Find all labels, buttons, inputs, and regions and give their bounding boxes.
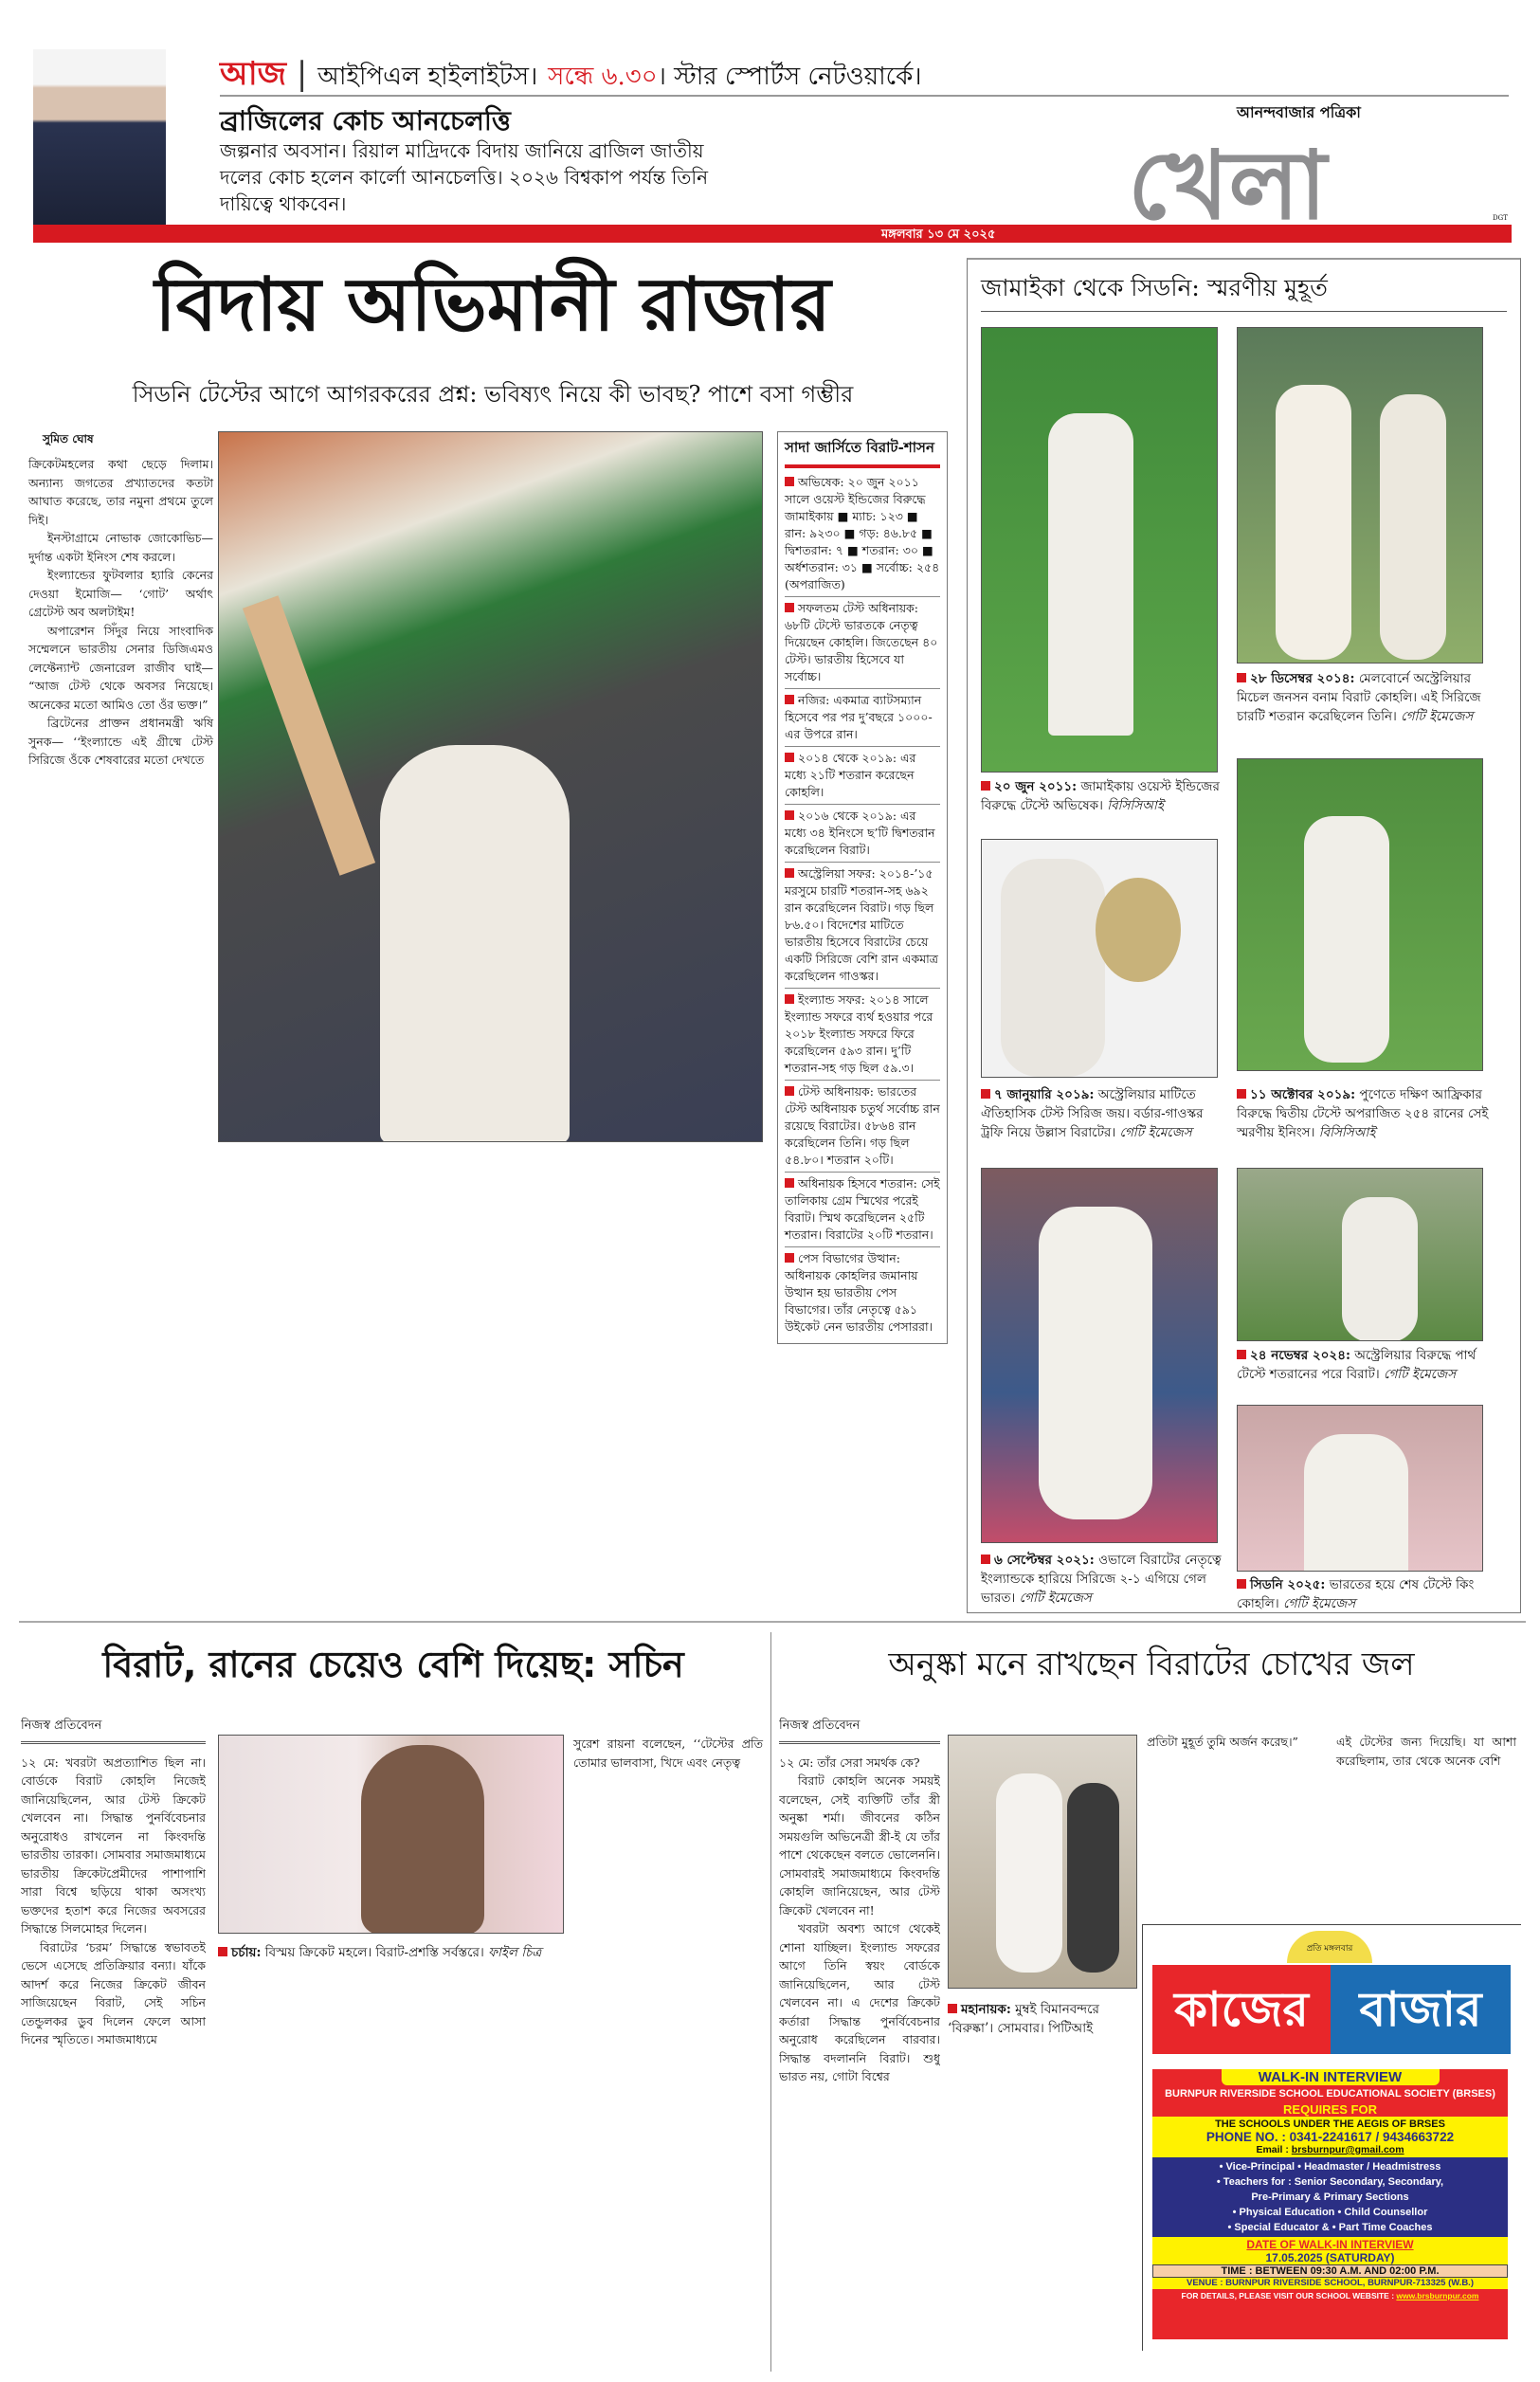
lead-subheadline: সিডনি টেস্টের আগে আগরকরের প্রশ্ন: ভবিষ্যৎ নিয়ে কী ভাবছ? পাশে বসা গম্ভীর (132, 381, 854, 408)
stats-item: ইংল্যান্ড সফর: ২০১৪ সালে ইংল্যান্ড সফরে ব্যর্থ হওয়ার পরে ২০১৮ ইংল্যান্ড সফরে ফিরে করেছিলেন ৫৯৩ রান। দু’টি শতরান-সহ গড় ছিল ৫৯.৩। (785, 989, 940, 1081)
teaser-body: জল্পনার অবসান। রিয়াল মাদ্রিদকে বিদায় জানিয়ে ব্রাজিল জাতীয় দলের কোচ হলেন কার্লো আনচেলত্তি। ২০২৬ বিশ্বকাপ পর্যন্ত তিনি দায়িত্বে থাকবেন। (220, 139, 709, 215)
lead-para: ব্রিটেনের প্রাক্তন প্রধানমন্ত্রী ঋষি সুনক— ‘‘ইংল্যান্ডে এই গ্রীষ্মে টেস্ট সিরিজে ওঁকে শেষবারের মতো দেখতে (28, 716, 213, 767)
stats-item: সফলতম টেস্ট অধিনায়ক: ৬৮টি টেস্টে ভারতকে নেতৃত্ব দিয়েছেন কোহলি। জিতেছেন ৪০ টেস্ট। ভারতীয় হিসেবে যা সর্বোচ্চ। (785, 597, 940, 689)
ad-post: • Physical Education • Child Counsellor (1232, 2207, 1428, 2218)
ad-post: • Vice-Principal • Headmaster / Headmistress (1219, 2161, 1441, 2173)
bat-raised (243, 595, 375, 876)
lead-para: ইনস্টাগ্রামে নোভাক জোকোভিচ— দুর্দান্ত একটা ইনিংস শেষ করলে। (28, 531, 213, 564)
lead-byline: সুমিত ঘোষ (43, 432, 94, 445)
section-logo: খেলা (1128, 130, 1327, 241)
ad-schools: THE SCHOOLS UNDER THE AEGIS OF BRSES (1215, 2118, 1445, 2130)
ad-website[interactable]: www.brsburnpur.com (1396, 2291, 1479, 2300)
ad-requires: REQUIRES FOR (1283, 2102, 1377, 2117)
lead-body-col (28, 455, 213, 770)
story3-para: ১২ মে: তাঁর সেরা সমর্থক কে? (779, 1755, 920, 1770)
edition-code: DGT (1493, 214, 1508, 222)
story3-col3: প্রতিটা মুহূর্ত তুমি অর্জন করেছ।” (1147, 1735, 1298, 1749)
ad-post: • Special Educator & • Part Time Coaches (1227, 2222, 1433, 2233)
ad-date-label: DATE OF WALK-IN INTERVIEW (1246, 2238, 1414, 2251)
story3-col4: এই টেস্টের জন্য দিয়েছি। যা আশা করেছিলাম, তার থেকে অনেক বেশি (1336, 1735, 1516, 1768)
stats-item: ২০১৬ থেকে ২০১৯: এর মধ্যে ৩৪ ইনিংসে ছ’টি দ্বিশতরান করেছিলেন বিরাট। (785, 805, 940, 863)
ad-email[interactable]: brsburnpur@gmail.com (1291, 2144, 1404, 2155)
stats-item: অভিষেক: ২০ জুন ২০১১ সালে ওয়েস্ট ইন্ডিজের বিরুদ্ধে জামাইকায় ■ ম্যাচ: ১২৩ ■ রান: ৯২৩০ ■ গড়: ৪৬.৮৫ ■ দ্বিশতরান: ৭ ■ শতরান: ৩০ ■ অর্ধশতরান: ৩১ ■ সর্বোচ্চ: ২৫৪ (অপরাজিত) (785, 471, 940, 597)
story3-col1 (779, 1716, 940, 2370)
ad-post: • Teachers for : Senior Secondary, Secondary, (1216, 2176, 1444, 2188)
ad-logo-badge[interactable]: প্রতি মঙ্গলবার (1287, 1931, 1372, 1963)
story2-caption: চর্চায়: বিস্ময় ক্রিকেট মহলে। বিরাট-প্রশস্তি সর্বস্তরে। ফাইল চিত্র (218, 1943, 569, 1962)
ad-date: 17.05.2025 (SATURDAY) (1265, 2251, 1395, 2264)
moments-title: জামাইকা থেকে সিডনি: স্মরণীয় মুহূর্ত (981, 269, 1507, 312)
ad-logo-right: বাজার (1331, 1965, 1511, 2054)
story2-col1 (21, 1716, 206, 2370)
stats-box (777, 431, 948, 1344)
moment-photo-2021 (981, 1168, 1218, 1543)
moment-caption: ২৪ নভেম্বর ২০২৪: অস্ট্রেলিয়ার বিরুদ্ধে পার্থ টেস্টে শতরানের পরে বিরাট। গেটি ইমেজেস (1237, 1348, 1477, 1382)
ad-org: BURNPUR RIVERSIDE SCHOOL EDUCATIONAL SOCIETY (BRSES) (1165, 2088, 1495, 2100)
moment-photo-2019-pune (1237, 758, 1483, 1071)
promo-time: সন্ধে ৬.৩০ (548, 63, 658, 91)
story2-photo-kohli (218, 1735, 564, 1934)
lead-photo-kohli (218, 431, 763, 1142)
lead-headline: বিদায় অভিমানী রাজার (154, 263, 831, 348)
story3-photo-airport (948, 1735, 1137, 1989)
player-figure (380, 745, 570, 1142)
promo-channel: । স্টার স্পোর্টস নেটওয়ার্কে। (657, 63, 922, 91)
story3-byline: নিজস্ব প্রতিবেদন (779, 1717, 940, 1744)
promo-today: আজ (220, 55, 287, 93)
story2-para: বিরাটের ‘চরম’ সিদ্ধান্তে স্বভাবতই ভেসে এসেছে প্রতিক্রিয়ার বন্যা। যাঁকে আদর্শ করে নিজের ক্রিকেট জীবন সাজিয়েছেন বিরাট, সেই সচিন তেন্ডুলকর ডুব দিলেন ফেলে আসা দিনের স্মৃতিতে। সমাজমাধ্যমে (21, 1939, 206, 2046)
moment-caption: ৬ সেপ্টেম্বর ২০২১: ওভালে বিরাটের নেতৃত্বে ইংল্যান্ডকে হারিয়ে সিরিজে ২-১ এগিয়ে গেল ভারত। গেটি ইমেজেস (981, 1553, 1222, 1606)
moment-caption: ২০ জুন ২০১১: জামাইকায় ওয়েস্ট ইন্ডিজের বিরুদ্ধে টেস্টে অভিষেক। বিসিসিআই (981, 779, 1220, 813)
story2-headline: বিরাট, রানের চেয়েও বেশি দিয়েছ: সচিন (102, 1644, 684, 1685)
moment-photo-2011 (981, 327, 1218, 773)
moment-photo-2014 (1237, 327, 1483, 664)
ad-details: FOR DETAILS, PLEASE VISIT OUR SCHOOL WEBSITE : (1181, 2291, 1397, 2300)
job-ad (1142, 1924, 1521, 2351)
promo-line: আজ | আইপিএল হাইলাইটস। সন্ধে ৬.৩০। স্টার স্পোর্টস নেটওয়ার্কে। (220, 55, 922, 93)
publisher-name: আনন্দবাজার পত্রিকা (1237, 103, 1361, 121)
moment-caption: ১১ অক্টোবর ২০১৯: পুণেতে দক্ষিণ আফ্রিকার বিরুদ্ধে দ্বিতীয় টেস্টে অপরাজিত ২৫৪ রানের সেই স্মরণীয় ইনিংস। বিসিসিআই (1237, 1087, 1489, 1140)
stats-box-title: সাদা জার্সিতে বিরাট-শাসন (785, 437, 940, 468)
moment-caption: ২৮ ডিসেম্বর ২০১৪: মেলবোর্নে অস্ট্রেলিয়ার মিচেল জনসন বনাম বিরাট কোহলি। এই সিরিজে চারটি শতরান করেছিলেন তিনি। গেটি ইমেজেস (1237, 671, 1481, 724)
stats-item: টেস্ট অধিনায়ক: ভারতের টেস্ট অধিনায়ক চতুর্থ সর্বোচ্চ রান রয়েছে বিরাটের। ৫৮৬৪ রান করেছিলেন তিনি। গড় ছিল ৫৪.৮০। শতরান ২০টি। (785, 1081, 940, 1173)
coach-photo (33, 49, 166, 225)
moment-caption: সিডনি ২০২৫: ভারতের হয়ে শেষ টেস্টে কিং কোহলি। গেটি ইমেজেস (1237, 1577, 1475, 1611)
story3-caption: মহানায়ক: মুম্বই বিমানবন্দরে ‘বিরুষ্কা’। সোমবার। পিটিআই (948, 2002, 1099, 2036)
story3-para: বিরাট কোহলি অনেক সময়ই বলেছেন, সেই ব্যক্তিটি তাঁর স্ত্রী অনুষ্কা শর্মা। জীবনের কঠিন সময়গুলি অভিনেত্রী স্ত্রী-ই যে তাঁর পাশে থেকেছেন বলতে ভোলেননি। সোমবারই সমাজমাধ্যমে কিংবদন্তি কোহলি জানিয়েছেন, আর টেস্ট ক্রিকেট খেলবেন না! (779, 1773, 940, 1918)
masthead-rule (220, 95, 1509, 97)
story3-headline: অনুষ্কা মনে রাখছেন বিরাটের চোখের জল (888, 1646, 1415, 1683)
ad-walkin: WALK-IN INTERVIEW (1222, 2069, 1440, 2085)
story2-vrule (770, 1632, 771, 2372)
ad-logo-left: কাজের (1152, 1965, 1331, 2054)
teaser-title: ব্রাজিলের কোচ আনচেলত্তি (220, 105, 511, 136)
story2-side: সুরেশ রায়না বলেছেন, ‘‘টেস্টের প্রতি তোমার ভালবাসা, খিদে এবং নেতৃত্ব (573, 1736, 763, 1770)
promo-text: আইপিএল হাইলাইটস। (317, 63, 538, 91)
ad-phone: PHONE NO. : 0341-2241617 / 9434663722 (1205, 2130, 1455, 2144)
story3-para: খবরটা অবশ্য আগে থেকেই শোনা যাচ্ছিল। ইংল্যান্ড সফরের আগে তিনি স্বয়ং বোর্ডকে জানিয়েছিলেন, আর টেস্ট খেলবেন না। এ দেশের ক্রিকেট কর্তারা সিদ্ধান্ত পুনর্বিবেচনার অনুরোধ করেছিলেন বারবার। সিদ্ধান্ত বদলাননি বিরাট। শুধু ভারত নয়, গোটা বিশ্বের (779, 1921, 940, 2083)
issue-date: মঙ্গলবার ১৩ মে ২০২৫ (881, 227, 996, 242)
ad-body (1152, 2069, 1508, 2339)
ad-email-label: Email : (1256, 2144, 1292, 2155)
stats-item: ২০১৪ থেকে ২০১৯: এর মধ্যে ২১টি শতরান করেছেন কোহলি। (785, 747, 940, 805)
lead-para: ক্রিকেটমহলের কথা ছেড়ে দিলাম। অন্যান্য জগতের প্রখ্যাতদের কতটা আঘাত করেছে, তার নমুনা প্রথমে তুলে দিই। (28, 457, 213, 527)
moment-caption: ৭ জানুয়ারি ২০১৯: অস্ট্রেলিয়ার মাটিতে ঐতিহাসিক টেস্ট সিরিজ জয়। বর্ডার-গাওস্কর ট্রফি নিয়ে উল্লাস বিরাটের। গেটি ইমেজেস (981, 1087, 1204, 1140)
stats-item: নজির: একমাত্র ব্যাটসম্যান হিসেবে পর পর দু’বছরে ১০০০-এর উপরে রান। (785, 689, 940, 747)
story2-byline: নিজস্ব প্রতিবেদন (21, 1717, 206, 1744)
stats-item: অস্ট্রেলিয়া সফর: ২০১৪-’১৫ মরসুমে চারটি শতরান-সহ ৬৯২ রান করেছিলেন বিরাট। গড় ছিল ৮৬.৫০। বিদেশের মাটিতে ভারতীয় হিসেবে বিরাটের চেয়ে একটি সিরিজে বেশি রান একমাত্র করেছিলেন গাওস্কর। (785, 863, 940, 989)
story2-para: ১২ মে: খবরটা অপ্রত্যাশিত ছিল না। বোর্ডকে বিরাট কোহলি নিজেই জানিয়েছিলেন, আর টেস্ট ক্রিকেট খেলবেন না। সিদ্ধান্ত পুনর্বিবেচনার অনুরোধও রাখলেন না কিংবদন্তি ভারতীয় তারকা। সোমবার সমাজমাধ্যমে ভারতীয় ক্রিকেটপ্রেমীদের পাশাপাশি সারা বিশ্বে ছড়িয়ে থাকা অসংখ্য ভক্তদের হতাশ করে নিজের অবসরের সিদ্ধান্তে সিলমোহর দিলেন। (21, 1755, 206, 1936)
stats-item: অধিনায়ক হিসবে শতরান: সেই তালিকায় গ্রেম স্মিথের পরেই বিরাট। স্মিথ করেছিলেন ২৫টি শতরান। বিরাটের ২০টি শতরান। (785, 1173, 940, 1247)
moment-photo-2024 (1237, 1168, 1483, 1341)
moment-photo-2019-trophy (981, 839, 1218, 1078)
ad-venue: VENUE : BURNPUR RIVERSIDE SCHOOL, BURNPUR-713325 (W.B.) (1187, 2278, 1474, 2288)
stats-item: পেস বিভাগের উত্থান: অধিনায়ক কোহলির জমানায় উত্থান হয় ভারতীয় পেস বিভাগের। তাঁর নেতৃত্বে ৫৯১ উইকেট নেন ভারতীয় পেসাররা। (785, 1251, 933, 1334)
ad-time: TIME : BETWEEN 09:30 A.M. AND 02:00 P.M. (1152, 2264, 1508, 2278)
lead-para: ইংল্যান্ডের ফুটবলার হ্যারি কেনের দেওয়া ইমোজি— ‘গোট’ অর্থাৎ গ্রেটেস্ট অব অলটাইম! (28, 568, 213, 619)
lead-para: অপারেশন সিঁদুর নিয়ে সাংবাদিক সম্মেলনে ভারতীয় সেনার ডিজিএমও লেফ্টেন্যান্ট জেনারেল রাজীব ঘাই— “আজ টেস্ট থেকে অবসর নিয়েছে। অনেকের মতো আমিও তো ওঁর ভক্ত।” (28, 623, 213, 712)
section-divider (19, 1621, 1526, 1623)
moment-photo-2025 (1237, 1405, 1483, 1572)
ad-post: Pre-Primary & Primary Sections (1251, 2191, 1409, 2203)
